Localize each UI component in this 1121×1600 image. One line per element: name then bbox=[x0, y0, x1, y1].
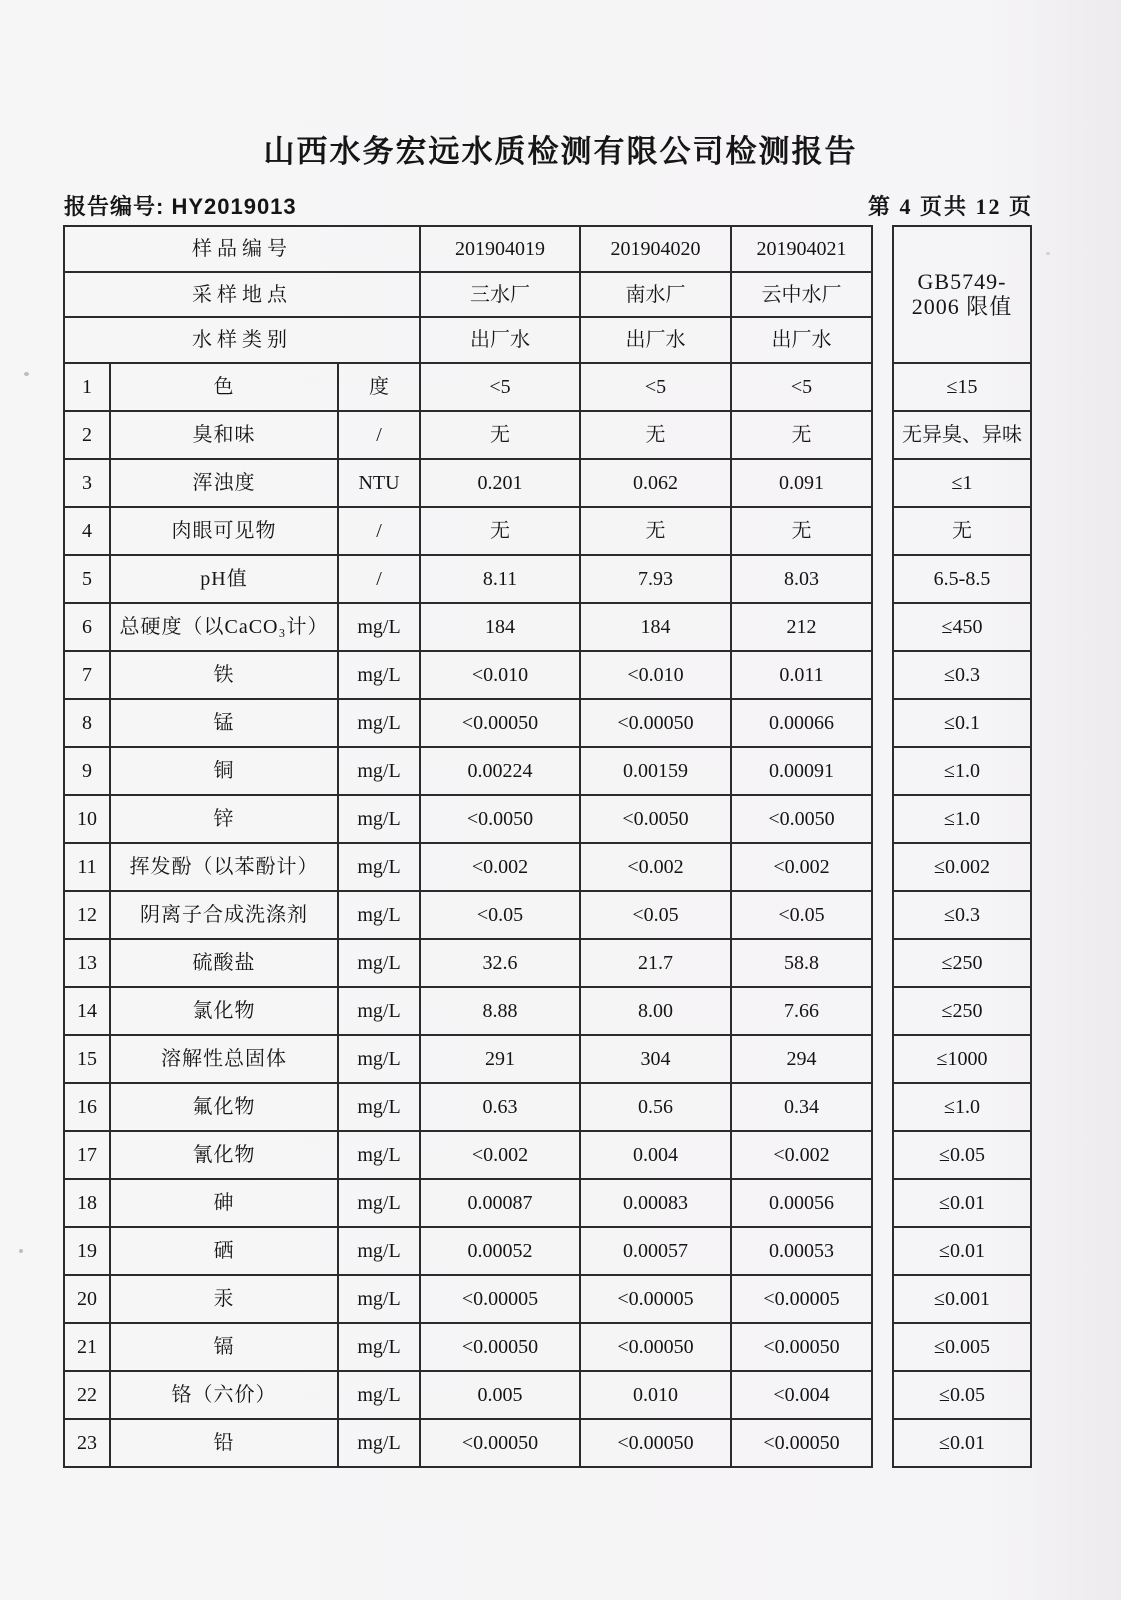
param-value-2: 0.004 bbox=[580, 1131, 731, 1179]
param-number: 10 bbox=[64, 795, 110, 843]
report-number: 报告编号: HY2019013 bbox=[64, 194, 297, 219]
param-unit: mg/L bbox=[338, 843, 420, 891]
table-gap-column bbox=[872, 507, 893, 555]
page-title: 山西水务宏远水质检测有限公司检测报告 bbox=[263, 134, 858, 169]
param-value-2: 无 bbox=[580, 507, 731, 555]
param-limit: ≤250 bbox=[893, 939, 1031, 987]
param-name: 硒 bbox=[110, 1227, 338, 1275]
table-gap-column bbox=[872, 651, 893, 699]
param-name: 肉眼可见物 bbox=[110, 507, 338, 555]
param-unit: mg/L bbox=[338, 1275, 420, 1323]
param-limit: ≤1.0 bbox=[893, 747, 1031, 795]
param-value-2: 21.7 bbox=[580, 939, 731, 987]
param-value-1: 184 bbox=[420, 603, 580, 651]
header-label-sample-id: 样品编号 bbox=[64, 226, 420, 272]
table-row bbox=[64, 891, 1031, 939]
param-number: 11 bbox=[64, 843, 110, 891]
param-number: 12 bbox=[64, 891, 110, 939]
param-unit: mg/L bbox=[338, 1323, 420, 1371]
param-limit: ≤1.0 bbox=[893, 1083, 1031, 1131]
param-value-1: <0.05 bbox=[420, 891, 580, 939]
param-limit: ≤0.01 bbox=[893, 1179, 1031, 1227]
param-value-1: 无 bbox=[420, 411, 580, 459]
sample-id-1: 201904019 bbox=[420, 226, 580, 272]
param-unit: mg/L bbox=[338, 1371, 420, 1419]
param-unit: mg/L bbox=[338, 795, 420, 843]
param-value-1: 0.00052 bbox=[420, 1227, 580, 1275]
param-value-1: 0.005 bbox=[420, 1371, 580, 1419]
param-value-2: 0.00159 bbox=[580, 747, 731, 795]
param-name: 色 bbox=[110, 363, 338, 411]
header-label-location: 采样地点 bbox=[64, 272, 420, 318]
table-row bbox=[64, 747, 1031, 795]
param-value-3: 0.00091 bbox=[731, 747, 872, 795]
table-row bbox=[64, 459, 1031, 507]
table-gap-column bbox=[872, 411, 893, 459]
scan-speck bbox=[1046, 252, 1050, 255]
param-value-1: 8.88 bbox=[420, 987, 580, 1035]
param-value-3: 0.00066 bbox=[731, 699, 872, 747]
sample-type-2: 出厂水 bbox=[580, 317, 731, 363]
param-value-2: 184 bbox=[580, 603, 731, 651]
param-value-2: 0.00057 bbox=[580, 1227, 731, 1275]
param-unit: mg/L bbox=[338, 939, 420, 987]
table-row bbox=[64, 939, 1031, 987]
table-gap-column bbox=[872, 1227, 893, 1275]
param-number: 9 bbox=[64, 747, 110, 795]
param-value-3: <0.00050 bbox=[731, 1419, 872, 1467]
param-name: 总硬度（以CaCO₃计） bbox=[110, 603, 338, 651]
table-gap-column bbox=[872, 1323, 893, 1371]
param-limit: ≤0.3 bbox=[893, 891, 1031, 939]
param-value-3: 0.00056 bbox=[731, 1179, 872, 1227]
param-name: 铬（六价） bbox=[110, 1371, 338, 1419]
table-row bbox=[64, 651, 1031, 699]
limit-standard-header bbox=[893, 226, 1031, 363]
param-number: 4 bbox=[64, 507, 110, 555]
param-value-1: 32.6 bbox=[420, 939, 580, 987]
param-value-3: 212 bbox=[731, 603, 872, 651]
param-value-3: 0.011 bbox=[731, 651, 872, 699]
param-number: 2 bbox=[64, 411, 110, 459]
param-value-3: <0.002 bbox=[731, 1131, 872, 1179]
table-gap-column bbox=[872, 939, 893, 987]
param-value-1: 无 bbox=[420, 507, 580, 555]
param-value-3: <0.00050 bbox=[731, 1323, 872, 1371]
param-unit: mg/L bbox=[338, 651, 420, 699]
param-value-3: <5 bbox=[731, 363, 872, 411]
table-gap-column bbox=[872, 603, 893, 651]
param-name: 臭和味 bbox=[110, 411, 338, 459]
param-value-3: 58.8 bbox=[731, 939, 872, 987]
limit-standard-line1: GB5749- bbox=[917, 269, 1007, 295]
param-unit: mg/L bbox=[338, 1035, 420, 1083]
param-value-1: 0.201 bbox=[420, 459, 580, 507]
table-gap-column bbox=[872, 795, 893, 843]
param-value-3: <0.002 bbox=[731, 843, 872, 891]
table-row bbox=[64, 843, 1031, 891]
param-name: 阴离子合成洗涤剂 bbox=[110, 891, 338, 939]
param-value-2: 0.062 bbox=[580, 459, 731, 507]
param-value-2: <0.00005 bbox=[580, 1275, 731, 1323]
param-unit: mg/L bbox=[338, 1083, 420, 1131]
table-row bbox=[64, 1035, 1031, 1083]
param-value-2: 8.00 bbox=[580, 987, 731, 1035]
param-value-2: 0.010 bbox=[580, 1371, 731, 1419]
param-value-1: <0.00050 bbox=[420, 1323, 580, 1371]
param-limit: ≤1.0 bbox=[893, 795, 1031, 843]
table-row bbox=[64, 603, 1031, 651]
table-gap-column bbox=[872, 363, 893, 411]
param-unit: / bbox=[338, 555, 420, 603]
param-value-1: <0.00005 bbox=[420, 1275, 580, 1323]
param-value-3: 8.03 bbox=[731, 555, 872, 603]
param-value-3: 294 bbox=[731, 1035, 872, 1083]
param-number: 21 bbox=[64, 1323, 110, 1371]
table-gap-column bbox=[872, 699, 893, 747]
param-name: 氯化物 bbox=[110, 987, 338, 1035]
table-row bbox=[64, 1323, 1031, 1371]
param-limit: ≤0.05 bbox=[893, 1371, 1031, 1419]
table-header-section bbox=[64, 226, 1031, 363]
param-value-1: 0.00224 bbox=[420, 747, 580, 795]
table-gap-column bbox=[872, 555, 893, 603]
param-unit: mg/L bbox=[338, 747, 420, 795]
param-value-3: <0.0050 bbox=[731, 795, 872, 843]
param-limit: ≤0.001 bbox=[893, 1275, 1031, 1323]
location-2: 南水厂 bbox=[580, 272, 731, 318]
param-value-2: <0.002 bbox=[580, 843, 731, 891]
param-unit: / bbox=[338, 411, 420, 459]
param-value-3: <0.004 bbox=[731, 1371, 872, 1419]
param-value-1: <0.010 bbox=[420, 651, 580, 699]
param-value-1: 291 bbox=[420, 1035, 580, 1083]
param-limit: ≤1000 bbox=[893, 1035, 1031, 1083]
param-limit: ≤0.005 bbox=[893, 1323, 1031, 1371]
table-gap-column bbox=[872, 1275, 893, 1323]
param-limit: ≤15 bbox=[893, 363, 1031, 411]
param-name: 溶解性总固体 bbox=[110, 1035, 338, 1083]
table-row bbox=[64, 411, 1031, 459]
location-3: 云中水厂 bbox=[731, 272, 872, 318]
param-name: 浑浊度 bbox=[110, 459, 338, 507]
sample-type-3: 出厂水 bbox=[731, 317, 872, 363]
sample-id-3: 201904021 bbox=[731, 226, 872, 272]
param-unit: mg/L bbox=[338, 1131, 420, 1179]
scan-speck bbox=[19, 1249, 23, 1253]
param-value-3: 0.00053 bbox=[731, 1227, 872, 1275]
table-row bbox=[64, 1419, 1031, 1467]
param-unit: NTU bbox=[338, 459, 420, 507]
param-name: 锰 bbox=[110, 699, 338, 747]
table-gap-column bbox=[872, 1179, 893, 1227]
param-value-3: 0.34 bbox=[731, 1083, 872, 1131]
table-row bbox=[64, 1131, 1031, 1179]
table-row bbox=[64, 1083, 1031, 1131]
table-gap-column bbox=[872, 843, 893, 891]
table-row bbox=[64, 1275, 1031, 1323]
param-number: 19 bbox=[64, 1227, 110, 1275]
param-number: 20 bbox=[64, 1275, 110, 1323]
param-limit: ≤0.01 bbox=[893, 1227, 1031, 1275]
table-gap-column bbox=[872, 1035, 893, 1083]
param-name: 铁 bbox=[110, 651, 338, 699]
table-row bbox=[64, 1179, 1031, 1227]
table-body-section bbox=[64, 363, 1031, 1467]
param-value-3: 7.66 bbox=[731, 987, 872, 1035]
param-name: 铅 bbox=[110, 1419, 338, 1467]
param-number: 18 bbox=[64, 1179, 110, 1227]
param-limit: ≤0.01 bbox=[893, 1419, 1031, 1467]
param-limit: ≤1 bbox=[893, 459, 1031, 507]
param-value-2: <0.00050 bbox=[580, 1323, 731, 1371]
table-gap-column bbox=[872, 1083, 893, 1131]
param-value-3: <0.00005 bbox=[731, 1275, 872, 1323]
param-number: 14 bbox=[64, 987, 110, 1035]
param-limit: ≤250 bbox=[893, 987, 1031, 1035]
param-number: 16 bbox=[64, 1083, 110, 1131]
table-gap-column bbox=[872, 1419, 893, 1467]
param-value-2: 0.56 bbox=[580, 1083, 731, 1131]
param-value-2: <0.00050 bbox=[580, 1419, 731, 1467]
table-gap-column bbox=[872, 1131, 893, 1179]
param-name: 硫酸盐 bbox=[110, 939, 338, 987]
param-limit: ≤0.002 bbox=[893, 843, 1031, 891]
param-value-2: <0.05 bbox=[580, 891, 731, 939]
table-gap-column bbox=[872, 1371, 893, 1419]
param-name: pH值 bbox=[110, 555, 338, 603]
param-value-1: 0.63 bbox=[420, 1083, 580, 1131]
param-value-3: 无 bbox=[731, 507, 872, 555]
table-gap-column bbox=[872, 226, 893, 363]
table-row bbox=[64, 795, 1031, 843]
param-value-2: <0.0050 bbox=[580, 795, 731, 843]
table-row bbox=[64, 363, 1031, 411]
param-value-2: 304 bbox=[580, 1035, 731, 1083]
param-number: 13 bbox=[64, 939, 110, 987]
param-value-3: 0.091 bbox=[731, 459, 872, 507]
param-unit: mg/L bbox=[338, 699, 420, 747]
param-name: 挥发酚（以苯酚计） bbox=[110, 843, 338, 891]
param-number: 1 bbox=[64, 363, 110, 411]
table-row bbox=[64, 699, 1031, 747]
table-row bbox=[64, 1227, 1031, 1275]
sample-type-1: 出厂水 bbox=[420, 317, 580, 363]
param-value-1: <0.0050 bbox=[420, 795, 580, 843]
scan-speck bbox=[24, 372, 29, 376]
param-name: 锌 bbox=[110, 795, 338, 843]
page-indicator: 第 4 页共 12 页 bbox=[867, 194, 1033, 219]
table-row bbox=[64, 1371, 1031, 1419]
report-meta bbox=[64, 190, 1033, 221]
param-unit: mg/L bbox=[338, 1227, 420, 1275]
param-value-2: <5 bbox=[580, 363, 731, 411]
param-unit: mg/L bbox=[338, 1419, 420, 1467]
table-gap-column bbox=[872, 459, 893, 507]
param-value-1: <0.002 bbox=[420, 1131, 580, 1179]
table-gap-column bbox=[872, 987, 893, 1035]
param-unit: / bbox=[338, 507, 420, 555]
param-name: 镉 bbox=[110, 1323, 338, 1371]
param-value-2: 无 bbox=[580, 411, 731, 459]
param-unit: mg/L bbox=[338, 603, 420, 651]
param-value-1: <0.00050 bbox=[420, 1419, 580, 1467]
param-limit: ≤0.05 bbox=[893, 1131, 1031, 1179]
param-name: 氟化物 bbox=[110, 1083, 338, 1131]
table-row bbox=[64, 507, 1031, 555]
param-value-3: 无 bbox=[731, 411, 872, 459]
param-value-3: <0.05 bbox=[731, 891, 872, 939]
table-row bbox=[64, 987, 1031, 1035]
param-limit: 6.5-8.5 bbox=[893, 555, 1031, 603]
param-unit: mg/L bbox=[338, 1179, 420, 1227]
table-gap-column bbox=[872, 747, 893, 795]
param-number: 7 bbox=[64, 651, 110, 699]
param-unit: mg/L bbox=[338, 987, 420, 1035]
param-value-1: 8.11 bbox=[420, 555, 580, 603]
param-number: 3 bbox=[64, 459, 110, 507]
param-number: 17 bbox=[64, 1131, 110, 1179]
param-value-2: 0.00083 bbox=[580, 1179, 731, 1227]
header-label-sample-type: 水样类别 bbox=[64, 317, 420, 363]
param-value-1: <0.002 bbox=[420, 843, 580, 891]
param-name: 汞 bbox=[110, 1275, 338, 1323]
param-limit: ≤0.1 bbox=[893, 699, 1031, 747]
param-limit: ≤450 bbox=[893, 603, 1031, 651]
param-unit: mg/L bbox=[338, 891, 420, 939]
param-number: 8 bbox=[64, 699, 110, 747]
param-limit: ≤0.3 bbox=[893, 651, 1031, 699]
param-value-2: 7.93 bbox=[580, 555, 731, 603]
param-value-1: <5 bbox=[420, 363, 580, 411]
param-value-1: 0.00087 bbox=[420, 1179, 580, 1227]
param-name: 砷 bbox=[110, 1179, 338, 1227]
sample-id-2: 201904020 bbox=[580, 226, 731, 272]
location-1: 三水厂 bbox=[420, 272, 580, 318]
param-number: 23 bbox=[64, 1419, 110, 1467]
table-gap-column bbox=[872, 891, 893, 939]
param-value-1: <0.00050 bbox=[420, 699, 580, 747]
param-value-2: <0.010 bbox=[580, 651, 731, 699]
param-unit: 度 bbox=[338, 363, 420, 411]
param-number: 15 bbox=[64, 1035, 110, 1083]
param-limit: 无 bbox=[893, 507, 1031, 555]
param-number: 22 bbox=[64, 1371, 110, 1419]
header-row-sample-id bbox=[64, 226, 1031, 272]
table-row bbox=[64, 555, 1031, 603]
param-number: 5 bbox=[64, 555, 110, 603]
param-value-2: <0.00050 bbox=[580, 699, 731, 747]
param-name: 铜 bbox=[110, 747, 338, 795]
param-name: 氰化物 bbox=[110, 1131, 338, 1179]
param-number: 6 bbox=[64, 603, 110, 651]
results-table bbox=[63, 225, 1032, 1468]
limit-standard-line2: 2006 限值 bbox=[911, 293, 1013, 319]
param-limit: 无异臭、异味 bbox=[893, 411, 1031, 459]
